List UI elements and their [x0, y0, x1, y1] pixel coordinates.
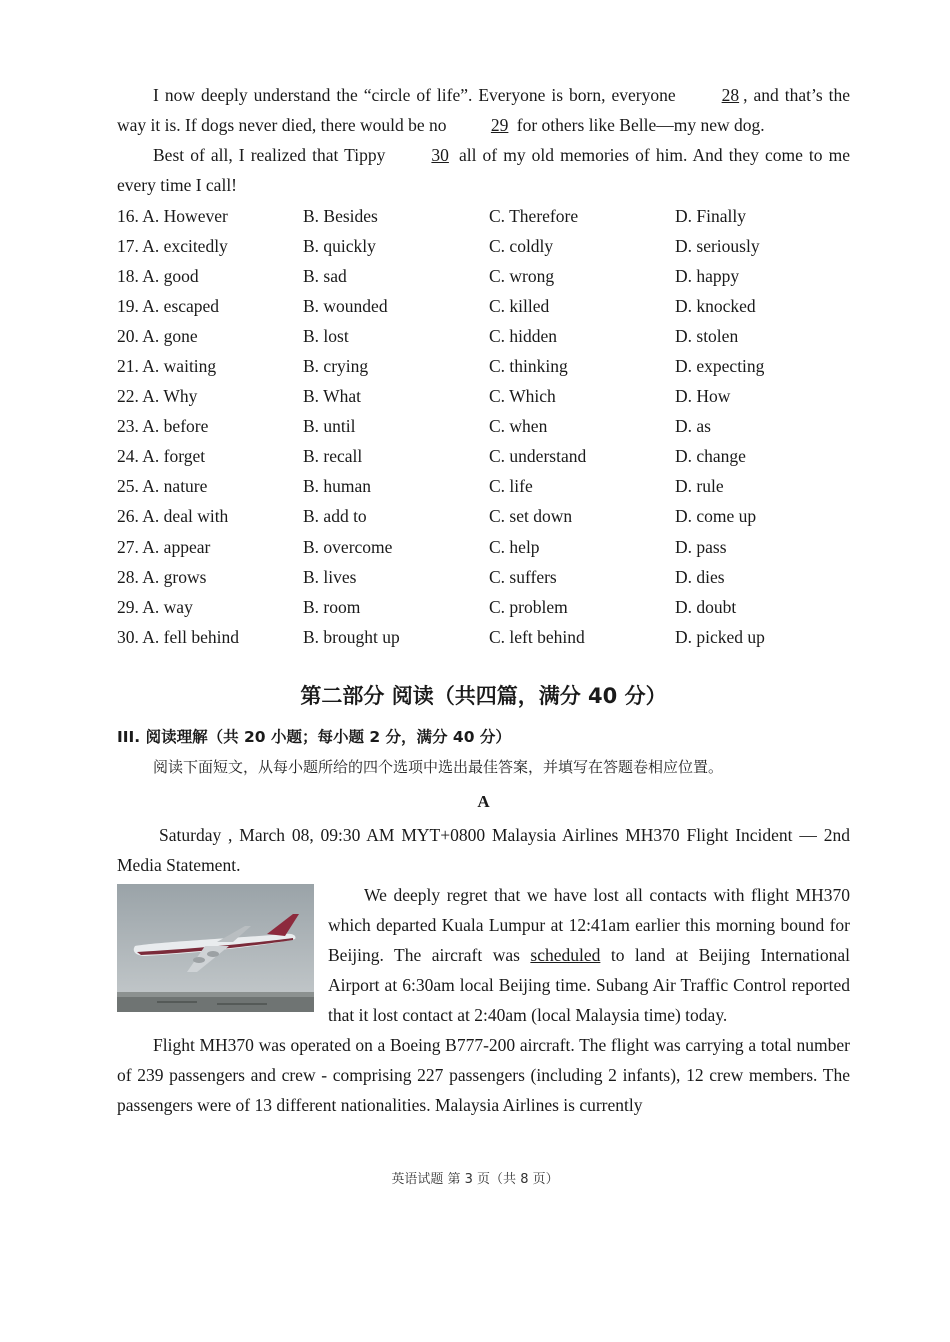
- option-row: [117, 201, 850, 231]
- option-c: C. hidden: [489, 325, 558, 346]
- option-a: 30. A. fell behind: [117, 626, 239, 647]
- text-segment: for others like Belle—my new dog.: [516, 115, 765, 135]
- blank-29: 29: [490, 115, 509, 135]
- option-c: C. Which: [489, 386, 556, 407]
- option-b: B. quickly: [303, 235, 376, 256]
- option-b: B. lives: [303, 566, 357, 587]
- option-row: [117, 502, 850, 532]
- option-c: C. help: [489, 536, 540, 557]
- instruction-text: 阅读下面短文，从每小题所给的四个选项中选出最佳答案，并填写在答题卷相应位置。: [153, 758, 724, 777]
- option-c: C. left behind: [489, 626, 585, 647]
- option-b: B. What: [303, 386, 362, 407]
- option-b: B. recall: [303, 446, 363, 467]
- option-d: D. come up: [675, 506, 757, 527]
- option-row: [117, 592, 850, 622]
- option-d: D. pass: [675, 536, 727, 557]
- option-d: D. expecting: [675, 356, 765, 377]
- option-row: [117, 412, 850, 442]
- option-b: B. sad: [303, 265, 347, 286]
- option-b: B. until: [303, 416, 356, 437]
- text-segment: Best of all, I realized that Tippy: [153, 145, 386, 165]
- option-b: B. Besides: [303, 205, 378, 226]
- passage-letter: A: [477, 792, 490, 812]
- passage-end-paragraph-1: [117, 80, 850, 140]
- option-c: C. killed: [489, 295, 550, 316]
- option-a: 20. A. gone: [117, 325, 198, 346]
- passage-a-paragraph-2: Flight MH370 was operated on a Boeing B777-200 aircraft. The flight was carrying a total number of 239 passengers and crew - comprising 227 passengers (including 2 infants), 12 crew members. The passengers were of 13 different nationalities. Malaysia Airlines is currently: [117, 1035, 850, 1116]
- option-a: 18. A. good: [117, 265, 199, 286]
- option-d: D. stolen: [675, 325, 739, 346]
- option-d: D. happy: [675, 265, 740, 286]
- option-c: C. understand: [489, 446, 587, 467]
- option-b: B. lost: [303, 325, 349, 346]
- option-row: [117, 562, 850, 592]
- option-a: 19. A. escaped: [117, 295, 220, 316]
- option-row: [117, 532, 850, 562]
- subsection-title: III. 阅读理解（共 20 小题；每小题 2 分，满分 40 分）: [117, 728, 511, 747]
- option-a: 28. A. grows: [117, 566, 207, 587]
- option-row: [117, 382, 850, 412]
- option-row: [117, 622, 850, 652]
- option-b: B. overcome: [303, 536, 393, 557]
- text-segment: all of my old memories of him. And they come to me every time I call!: [117, 145, 850, 195]
- option-d: D. knocked: [675, 295, 756, 316]
- option-c: C. when: [489, 416, 548, 437]
- option-c: C. thinking: [489, 356, 568, 377]
- option-c: C. life: [489, 476, 533, 497]
- option-d: D. Finally: [675, 205, 746, 226]
- text-segment: I now deeply understand the “circle of life”. Everyone is born, everyone: [153, 85, 676, 105]
- option-row: [117, 442, 850, 472]
- option-row: [117, 321, 850, 351]
- option-c: C. set down: [489, 506, 573, 527]
- option-row: [117, 351, 850, 381]
- option-a: 24. A. forget: [117, 446, 206, 467]
- section-title: 第二部分 阅读（共四篇，满分 40 分）: [300, 684, 667, 709]
- option-d: D. picked up: [675, 626, 765, 647]
- option-d: D. as: [675, 416, 711, 437]
- option-c: C. problem: [489, 596, 568, 617]
- option-d: D. dies: [675, 566, 725, 587]
- option-a: 25. A. nature: [117, 476, 208, 497]
- underlined-word-scheduled: scheduled: [530, 945, 601, 966]
- option-a: 26. A. deal with: [117, 506, 229, 527]
- text-segment: , and that’s the way it is. If dogs never died, there would be no: [117, 85, 851, 135]
- option-a: 17. A. excitedly: [117, 235, 228, 256]
- option-b: B. brought up: [303, 626, 400, 647]
- option-a: 22. A. Why: [117, 386, 198, 407]
- option-row: [117, 261, 850, 291]
- option-row: [117, 291, 850, 321]
- page-footer: 英语试题 第 3 页（共 8 页）: [391, 1172, 559, 1187]
- option-a: 29. A. way: [117, 596, 193, 617]
- page-content: [117, 80, 850, 1120]
- airplane-photo: [117, 884, 314, 1012]
- airplane-photo-graphic: [117, 884, 314, 1012]
- blank-30: 30: [431, 145, 449, 165]
- option-c: C. suffers: [489, 566, 557, 587]
- option-a: 23. A. before: [117, 416, 209, 437]
- passage-end-paragraph-2: [117, 140, 850, 200]
- option-row: [117, 472, 850, 502]
- text-segment: to land at Beijing International Airport at 6:30am local Beijing time. Subang Air Traffic Control reported that it lost contact at 2:40am (local Malaysia time) today.: [328, 945, 851, 1026]
- text-segment: We deeply regret that we have lost all contacts with flight MH370 which departed Kuala Lumpur at 12:41am earlier this morning bound for Beijing. The aircraft was: [328, 885, 850, 966]
- option-d: D. change: [675, 446, 746, 467]
- option-c: C. wrong: [489, 265, 555, 286]
- option-b: B. add to: [303, 506, 367, 527]
- option-a: 21. A. waiting: [117, 356, 217, 377]
- option-row: [117, 231, 850, 261]
- option-c: C. coldly: [489, 235, 554, 256]
- option-b: B. room: [303, 596, 361, 617]
- option-b: B. crying: [303, 356, 369, 377]
- option-a: 27. A. appear: [117, 536, 211, 557]
- passage-a-dateline: Saturday , March 08, 09:30 AM MYT+0800 Malaysia Airlines MH370 Flight Incident — 2nd Media Statement.: [117, 825, 850, 876]
- option-d: D. rule: [675, 476, 724, 497]
- blank-28: 28: [721, 85, 740, 105]
- option-a: 16. A. However: [117, 205, 228, 226]
- option-d: D. How: [675, 386, 731, 407]
- option-d: D. doubt: [675, 596, 737, 617]
- option-c: C. Therefore: [489, 205, 579, 226]
- option-d: D. seriously: [675, 235, 760, 256]
- option-b: B. wounded: [303, 295, 388, 316]
- option-b: B. human: [303, 476, 372, 497]
- cloze-options-table: [117, 201, 850, 652]
